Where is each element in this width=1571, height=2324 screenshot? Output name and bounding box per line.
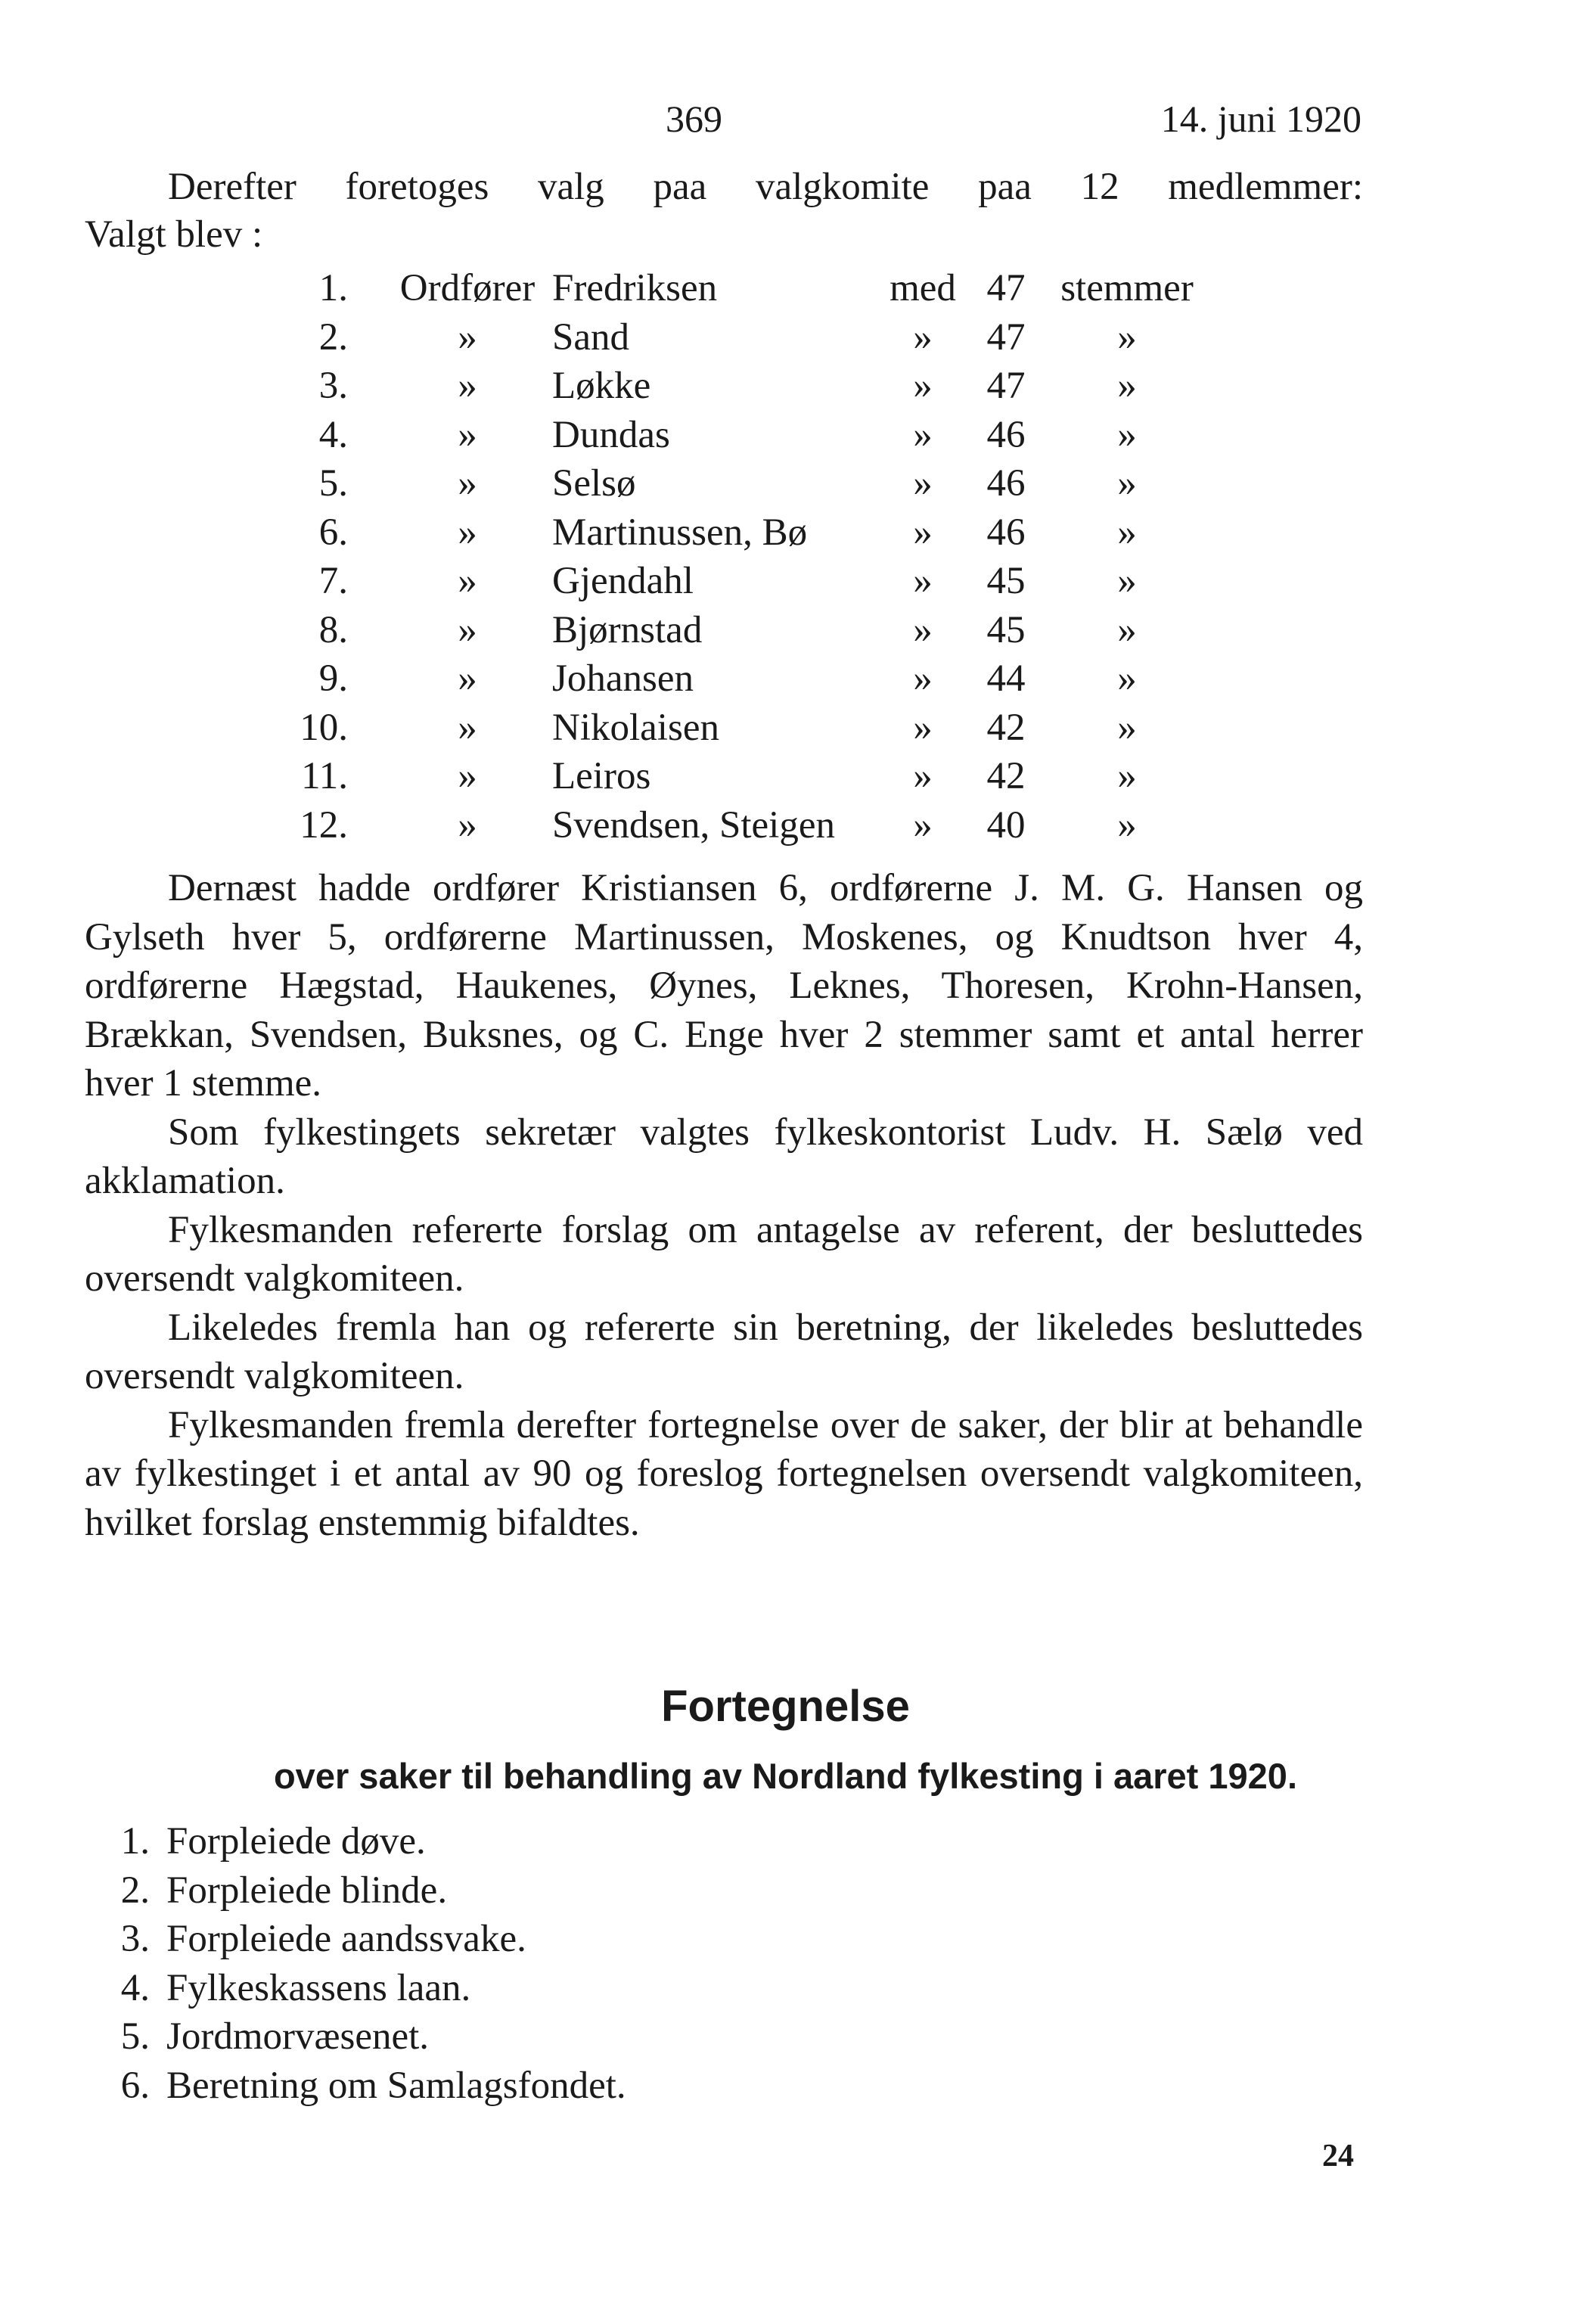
vote-number: 4.	[318, 413, 348, 456]
vote-title: »	[458, 608, 477, 651]
list-title: Fortegnelse	[661, 1682, 910, 1731]
vote-name: Leiros	[552, 755, 651, 797]
vote-name: Bjørnstad	[552, 608, 703, 651]
vote-row	[0, 754, 1571, 803]
election-intro	[85, 163, 1363, 259]
vote-title: »	[458, 413, 477, 456]
vote-unit: »	[1117, 560, 1137, 602]
case-item	[91, 2015, 1377, 2064]
paragraph: Likeledes fremla han og refererte sin beretning, der likeledes besluttedes oversendt valgkomiteen.	[85, 1306, 1363, 1397]
case-number: 1.	[120, 1820, 150, 1863]
vote-number: 6.	[318, 511, 348, 554]
vote-number: 5.	[318, 462, 348, 505]
header-date: 14. juni 1920	[1160, 98, 1361, 140]
vote-count: 47	[986, 315, 1026, 359]
case-list	[91, 1819, 1377, 2112]
vote-row	[0, 413, 1571, 462]
vote-unit: stemmer	[1060, 267, 1194, 309]
intro-line: Valgt blev :	[85, 213, 263, 256]
vote-med: »	[913, 706, 933, 749]
paragraph: Som fylkestingets sekretær valgtes fylkeskontorist Ludv. H. Sælø ved akklamation.	[85, 1111, 1363, 1202]
vote-name: Selsø	[552, 462, 636, 505]
case-item	[91, 1966, 1377, 2015]
vote-number: 12.	[300, 803, 348, 847]
vote-title: »	[458, 315, 477, 359]
vote-count: 40	[986, 803, 1026, 847]
vote-med: »	[913, 413, 933, 456]
vote-unit: »	[1117, 755, 1137, 797]
vote-row	[0, 511, 1571, 560]
vote-row	[0, 461, 1571, 511]
vote-count: 46	[986, 511, 1026, 554]
vote-unit: »	[1117, 657, 1137, 700]
vote-name: Dundas	[552, 413, 670, 456]
vote-number: 7.	[318, 560, 348, 602]
vote-unit: »	[1117, 706, 1137, 749]
case-number: 5.	[120, 2015, 150, 2058]
vote-row	[0, 315, 1571, 365]
paragraph: Fylkesmanden fremla derefter fortegnelse over de saker, der blir at behandle av fylkestinget i et antal av 90 og foreslog fortegnelsen oversendt valgkomiteen, hvilket forslag enstemmig bifaldtes.	[85, 1403, 1363, 1544]
case-text: Jordmorvæsenet.	[166, 2015, 430, 2058]
vote-row	[0, 266, 1571, 315]
vote-title: »	[458, 365, 477, 407]
vote-name: Johansen	[552, 657, 694, 700]
case-item	[91, 1917, 1377, 1966]
vote-name: Fredriksen	[552, 267, 718, 309]
vote-row	[0, 657, 1571, 706]
case-item	[91, 1819, 1377, 1869]
vote-unit: »	[1117, 511, 1137, 554]
page-number: 369	[666, 98, 722, 140]
vote-med: »	[913, 755, 933, 797]
vote-count: 47	[986, 267, 1026, 309]
vote-med: »	[913, 315, 933, 359]
vote-title: »	[458, 803, 477, 847]
vote-row	[0, 706, 1571, 755]
paragraph: Fylkesmanden refererte forslag om antagelse av referent, der besluttedes oversendt valgkomiteen.	[85, 1208, 1363, 1300]
case-text: Forpleiede blinde.	[166, 1869, 448, 1912]
case-number: 3.	[120, 1918, 150, 1960]
vote-number: 3.	[318, 365, 348, 407]
vote-title: »	[458, 511, 477, 554]
vote-unit: »	[1117, 803, 1137, 847]
case-number: 6.	[120, 2064, 150, 2107]
vote-list	[0, 266, 1571, 852]
vote-med: »	[913, 803, 933, 847]
vote-number: 10.	[300, 706, 348, 749]
vote-title: »	[458, 755, 477, 797]
vote-med: »	[913, 608, 933, 651]
vote-name: Gjendahl	[552, 560, 694, 602]
page-header	[0, 91, 1571, 151]
vote-unit: »	[1117, 462, 1137, 505]
vote-row	[0, 559, 1571, 608]
vote-med: »	[913, 462, 933, 505]
vote-med: »	[913, 560, 933, 602]
vote-count: 46	[986, 413, 1026, 456]
case-number: 2.	[120, 1869, 150, 1912]
vote-med: med	[890, 267, 956, 309]
list-subtitle: over saker til behandling av Nordland fylkesting i aaret 1920.	[273, 1756, 1298, 1796]
case-number: 4.	[120, 1966, 150, 2009]
vote-title: Ordfører	[399, 267, 536, 309]
body-text	[85, 864, 1363, 1547]
case-item	[91, 2064, 1377, 2113]
paragraph: Dernæst hadde ordfører Kristiansen 6, ordførerne J. M. G. Hansen og Gylseth hver 5, ordførerne Martinussen, Moskenes, og Knudtson hver 4, ordførerne Hægstad, Haukenes, Øynes, Leknes, Thoresen, Krohn-Hansen, Brækkan, Svendsen, Buksnes, og C. Enge hver 2 stemmer samt et antal herrer hver 1 stemme.	[85, 867, 1363, 1105]
vote-count: 44	[986, 657, 1026, 700]
vote-number: 8.	[318, 608, 348, 651]
signature-mark: 24	[1322, 2139, 1354, 2173]
vote-number: 2.	[318, 315, 348, 359]
vote-count: 42	[986, 755, 1026, 797]
vote-name: Løkke	[552, 365, 651, 407]
vote-count: 42	[986, 706, 1026, 749]
case-item	[91, 1869, 1377, 1918]
vote-number: 9.	[318, 657, 348, 700]
case-text: Forpleiede aandssvake.	[166, 1918, 526, 1960]
vote-med: »	[913, 365, 933, 407]
vote-row	[0, 608, 1571, 657]
vote-row	[0, 364, 1571, 413]
vote-med: »	[913, 657, 933, 700]
vote-med: »	[913, 511, 933, 554]
vote-title: »	[458, 706, 477, 749]
vote-number: 11.	[301, 755, 348, 797]
vote-title: »	[458, 560, 477, 602]
vote-title: »	[458, 462, 477, 505]
vote-name: Svendsen, Steigen	[552, 803, 835, 847]
case-text: Forpleiede døve.	[166, 1820, 426, 1863]
vote-unit: »	[1117, 365, 1137, 407]
vote-unit: »	[1117, 608, 1137, 651]
case-text: Fylkeskassens laan.	[166, 1966, 471, 2009]
vote-name: Nikolaisen	[552, 706, 719, 749]
intro-line: Derefter foretoges valg paa valgkomite paa 12 medlemmer:	[168, 166, 1363, 208]
vote-name: Sand	[552, 315, 629, 359]
vote-title: »	[458, 657, 477, 700]
vote-number: 1.	[318, 267, 348, 309]
vote-count: 47	[986, 365, 1026, 407]
vote-name: Martinussen, Bø	[552, 511, 808, 554]
vote-unit: »	[1117, 413, 1137, 456]
vote-count: 45	[986, 608, 1026, 651]
vote-row	[0, 803, 1571, 853]
case-text: Beretning om Samlagsfondet.	[166, 2064, 626, 2107]
vote-count: 46	[986, 462, 1026, 505]
vote-count: 45	[986, 560, 1026, 602]
vote-unit: »	[1117, 315, 1137, 359]
